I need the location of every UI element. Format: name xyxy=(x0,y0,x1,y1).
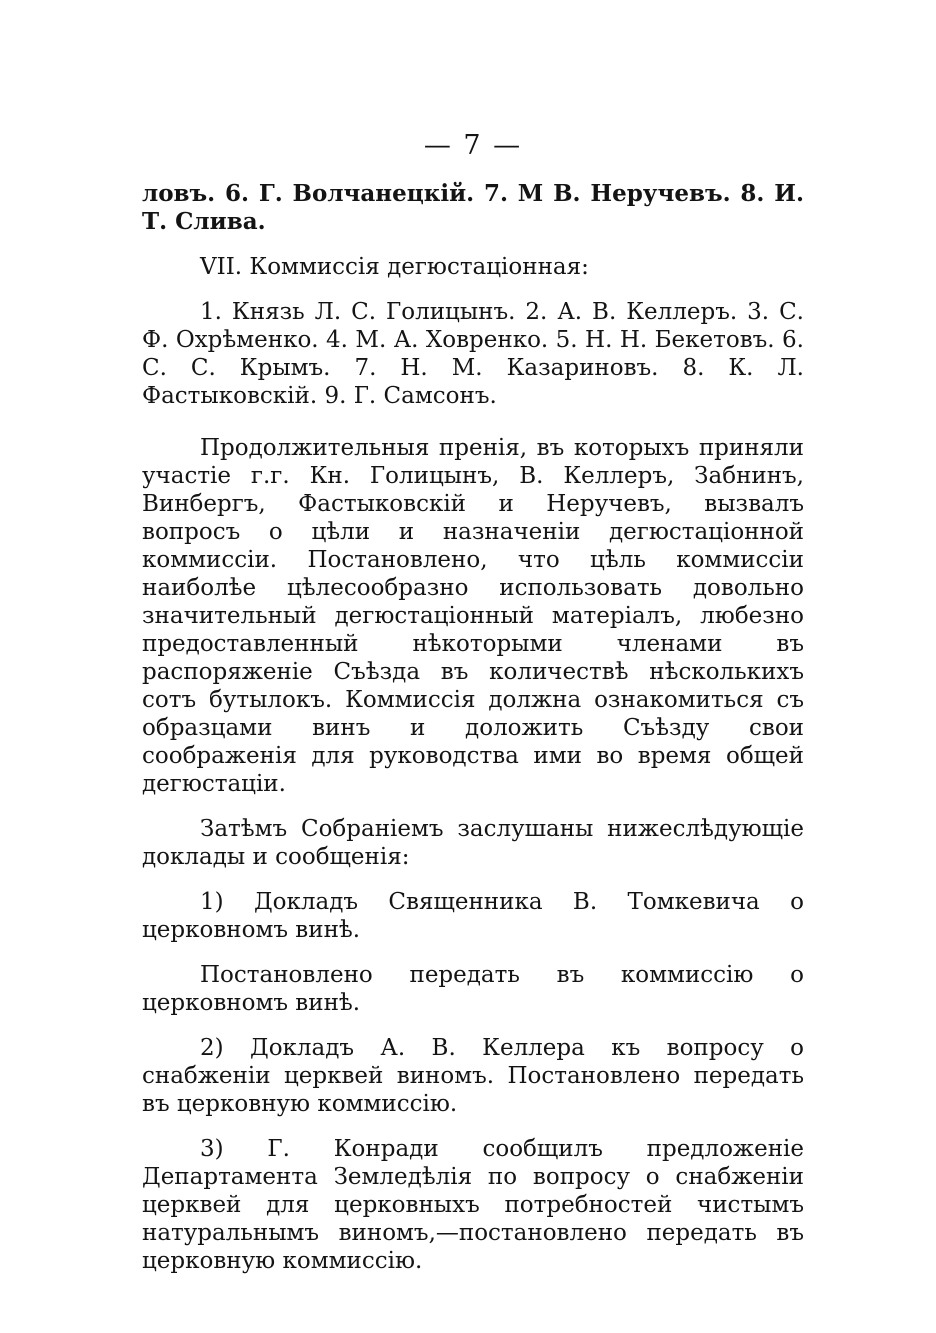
paragraph-reports-intro: Затѣмъ Собраніемъ заслушаны нижеслѣдующіе доклады и сообщенія: xyxy=(142,816,804,870)
page-number: — 7 — xyxy=(423,130,523,161)
paragraph-commission-members: 1. Князь Л. С. Голицынъ. 2. А. В. Келлеръ. 3. С. Ф. Охрѣменко. 4. М. А. Ховренко. 5. Н. Н. Бекетовъ. 6. С. С. Крымъ. 7. Н. М. Казариновъ. 8. К. Л. Фастыковскій. 9. Г. Самсонъ. xyxy=(142,299,804,409)
paragraph-resolution-1: Постановлено передать въ коммиссію о церковномъ винѣ. xyxy=(142,962,804,1016)
document-page xyxy=(142,130,804,1275)
section-heading-degustation-commission: VII. Коммиссія дегюстаціонная: xyxy=(200,254,589,280)
paragraph-report-2: 2) Докладъ А. В. Келлера къ вопросу о снабженіи церквей виномъ. Постановлено передать въ церковную коммиссію. xyxy=(142,1035,804,1117)
paragraph-debate-resolution: Продолжительныя пренія, въ которыхъ приняли участіе г.г. Кн. Голицынъ, В. Келлеръ, Забнинъ, Винбергъ, Фастыковскій и Неручевъ, вызвалъ вопросъ о цѣли и назначеніи дегюстаціонной коммиссіи. Постановлено, что цѣль коммиссіи наиболѣе цѣлесообразно использовать довольно значительный дегюстаціонный матеріалъ, любезно предоставленный нѣкоторыми членами въ распоряженіе Съѣзда въ количествѣ нѣсколькихъ сотъ бутылокъ. Коммиссія должна ознакомиться съ образцами винъ и доложить Съѣзду свои соображенія для руководства ими во время общей дегюстаціи. xyxy=(142,435,804,797)
paragraph-report-3: 3) Г. Конради сообщилъ предложеніе Департамента Земледѣлія по вопросу о снабженіи церквей для церковныхъ потребностей чистымъ натуральнымъ виномъ,—постановлено передать въ церковную коммиссію. xyxy=(142,1136,804,1274)
paragraph-commission-list-end: ловъ. 6. Г. Волчанецкій. 7. М В. Неручевъ. 8. И. Т. Слива. xyxy=(142,180,804,235)
paragraph-report-1: 1) Докладъ Священника В. Томкевича о церковномъ винѣ. xyxy=(142,889,804,943)
